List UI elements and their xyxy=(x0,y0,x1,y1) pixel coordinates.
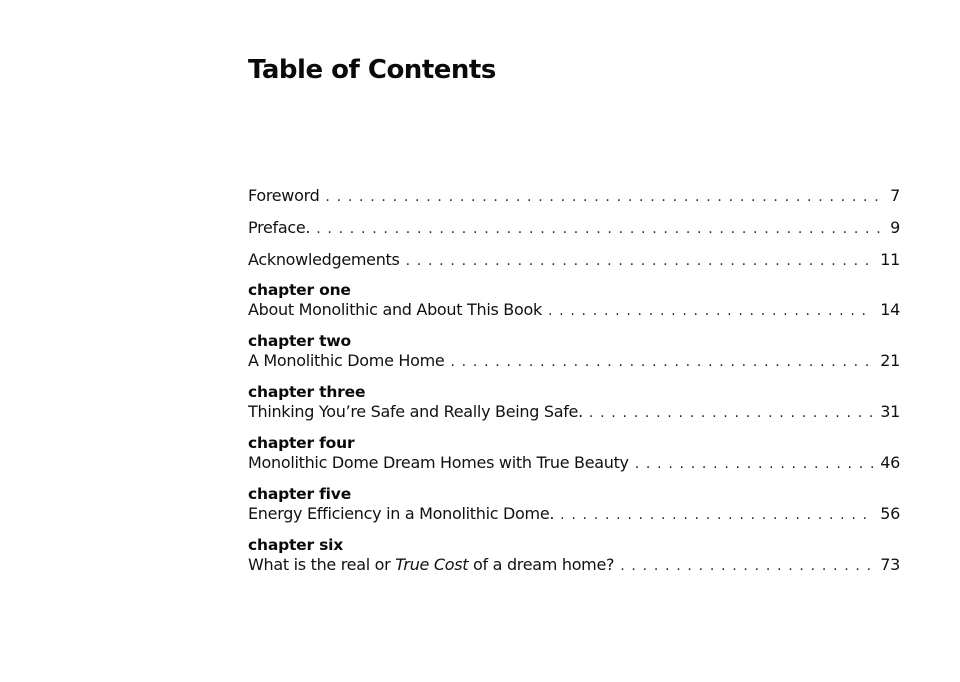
toc-entry-chapter-two[interactable] xyxy=(248,331,900,371)
chapter-label: chapter one xyxy=(248,281,351,299)
toc-line xyxy=(248,248,900,272)
page-number: 9 xyxy=(890,218,900,237)
page-number: 14 xyxy=(880,300,900,319)
entry-title: Energy Efficiency in a Monolithic Dome. xyxy=(248,504,555,523)
entry-title-start: What is the real or xyxy=(248,555,396,574)
entry-title: Foreword xyxy=(248,186,320,205)
chapter-label: chapter six xyxy=(248,536,344,554)
page-number: 21 xyxy=(880,351,900,370)
dot-leader xyxy=(450,352,874,372)
toc-line xyxy=(248,351,900,371)
entry-title: About Monolithic and About This Book xyxy=(248,300,542,319)
chapter-label: chapter two xyxy=(248,332,351,350)
toc-entry-chapter-five[interactable] xyxy=(248,484,900,524)
toc-entry-acknowledgements[interactable] xyxy=(248,248,900,272)
chapter-label: chapter three xyxy=(248,383,366,401)
toc-entry-chapter-three[interactable] xyxy=(248,382,900,422)
entry-title: Preface. xyxy=(248,218,311,237)
dot-leader xyxy=(620,556,874,576)
entry-title xyxy=(248,555,620,575)
entry-title: A Monolithic Dome Home xyxy=(248,351,445,370)
toc-line xyxy=(248,555,900,575)
page-number: 31 xyxy=(880,402,900,421)
dot-leader xyxy=(635,454,875,474)
toc-line xyxy=(248,402,900,422)
dot-leader xyxy=(406,249,875,273)
toc-entry-preface[interactable] xyxy=(248,216,900,240)
dot-leader xyxy=(548,301,874,321)
toc-line xyxy=(248,453,900,473)
dot-leader xyxy=(316,217,880,241)
toc-entry-chapter-six[interactable] xyxy=(248,535,900,575)
entry-title: Thinking You’re Safe and Really Being Safe. xyxy=(248,402,583,421)
dot-leader xyxy=(325,185,880,209)
toc-entry-chapter-four[interactable] xyxy=(248,433,900,473)
dot-leader xyxy=(560,505,874,525)
page-number: 11 xyxy=(880,250,900,269)
page-number: 56 xyxy=(880,504,900,523)
entry-title: Monolithic Dome Dream Homes with True Beauty xyxy=(248,453,629,472)
entry-title-italic: True Cost xyxy=(395,555,469,574)
chapter-label: chapter five xyxy=(248,485,352,503)
dot-leader xyxy=(589,403,874,423)
toc-line xyxy=(248,184,900,208)
toc-line xyxy=(248,504,900,524)
page-number: 46 xyxy=(880,453,900,472)
page-title: Table of Contents xyxy=(248,55,496,85)
toc-list xyxy=(248,184,900,586)
chapter-label: chapter four xyxy=(248,434,355,452)
toc-entry-chapter-one[interactable] xyxy=(248,280,900,320)
entry-title: Acknowledgements xyxy=(248,250,400,269)
toc-entry-foreword[interactable] xyxy=(248,184,900,208)
entry-title-end: of a dream home? xyxy=(468,555,615,574)
toc-page xyxy=(248,0,900,682)
toc-line xyxy=(248,216,900,240)
page-number: 7 xyxy=(890,186,900,205)
page-number: 73 xyxy=(880,555,900,574)
toc-line xyxy=(248,300,900,320)
